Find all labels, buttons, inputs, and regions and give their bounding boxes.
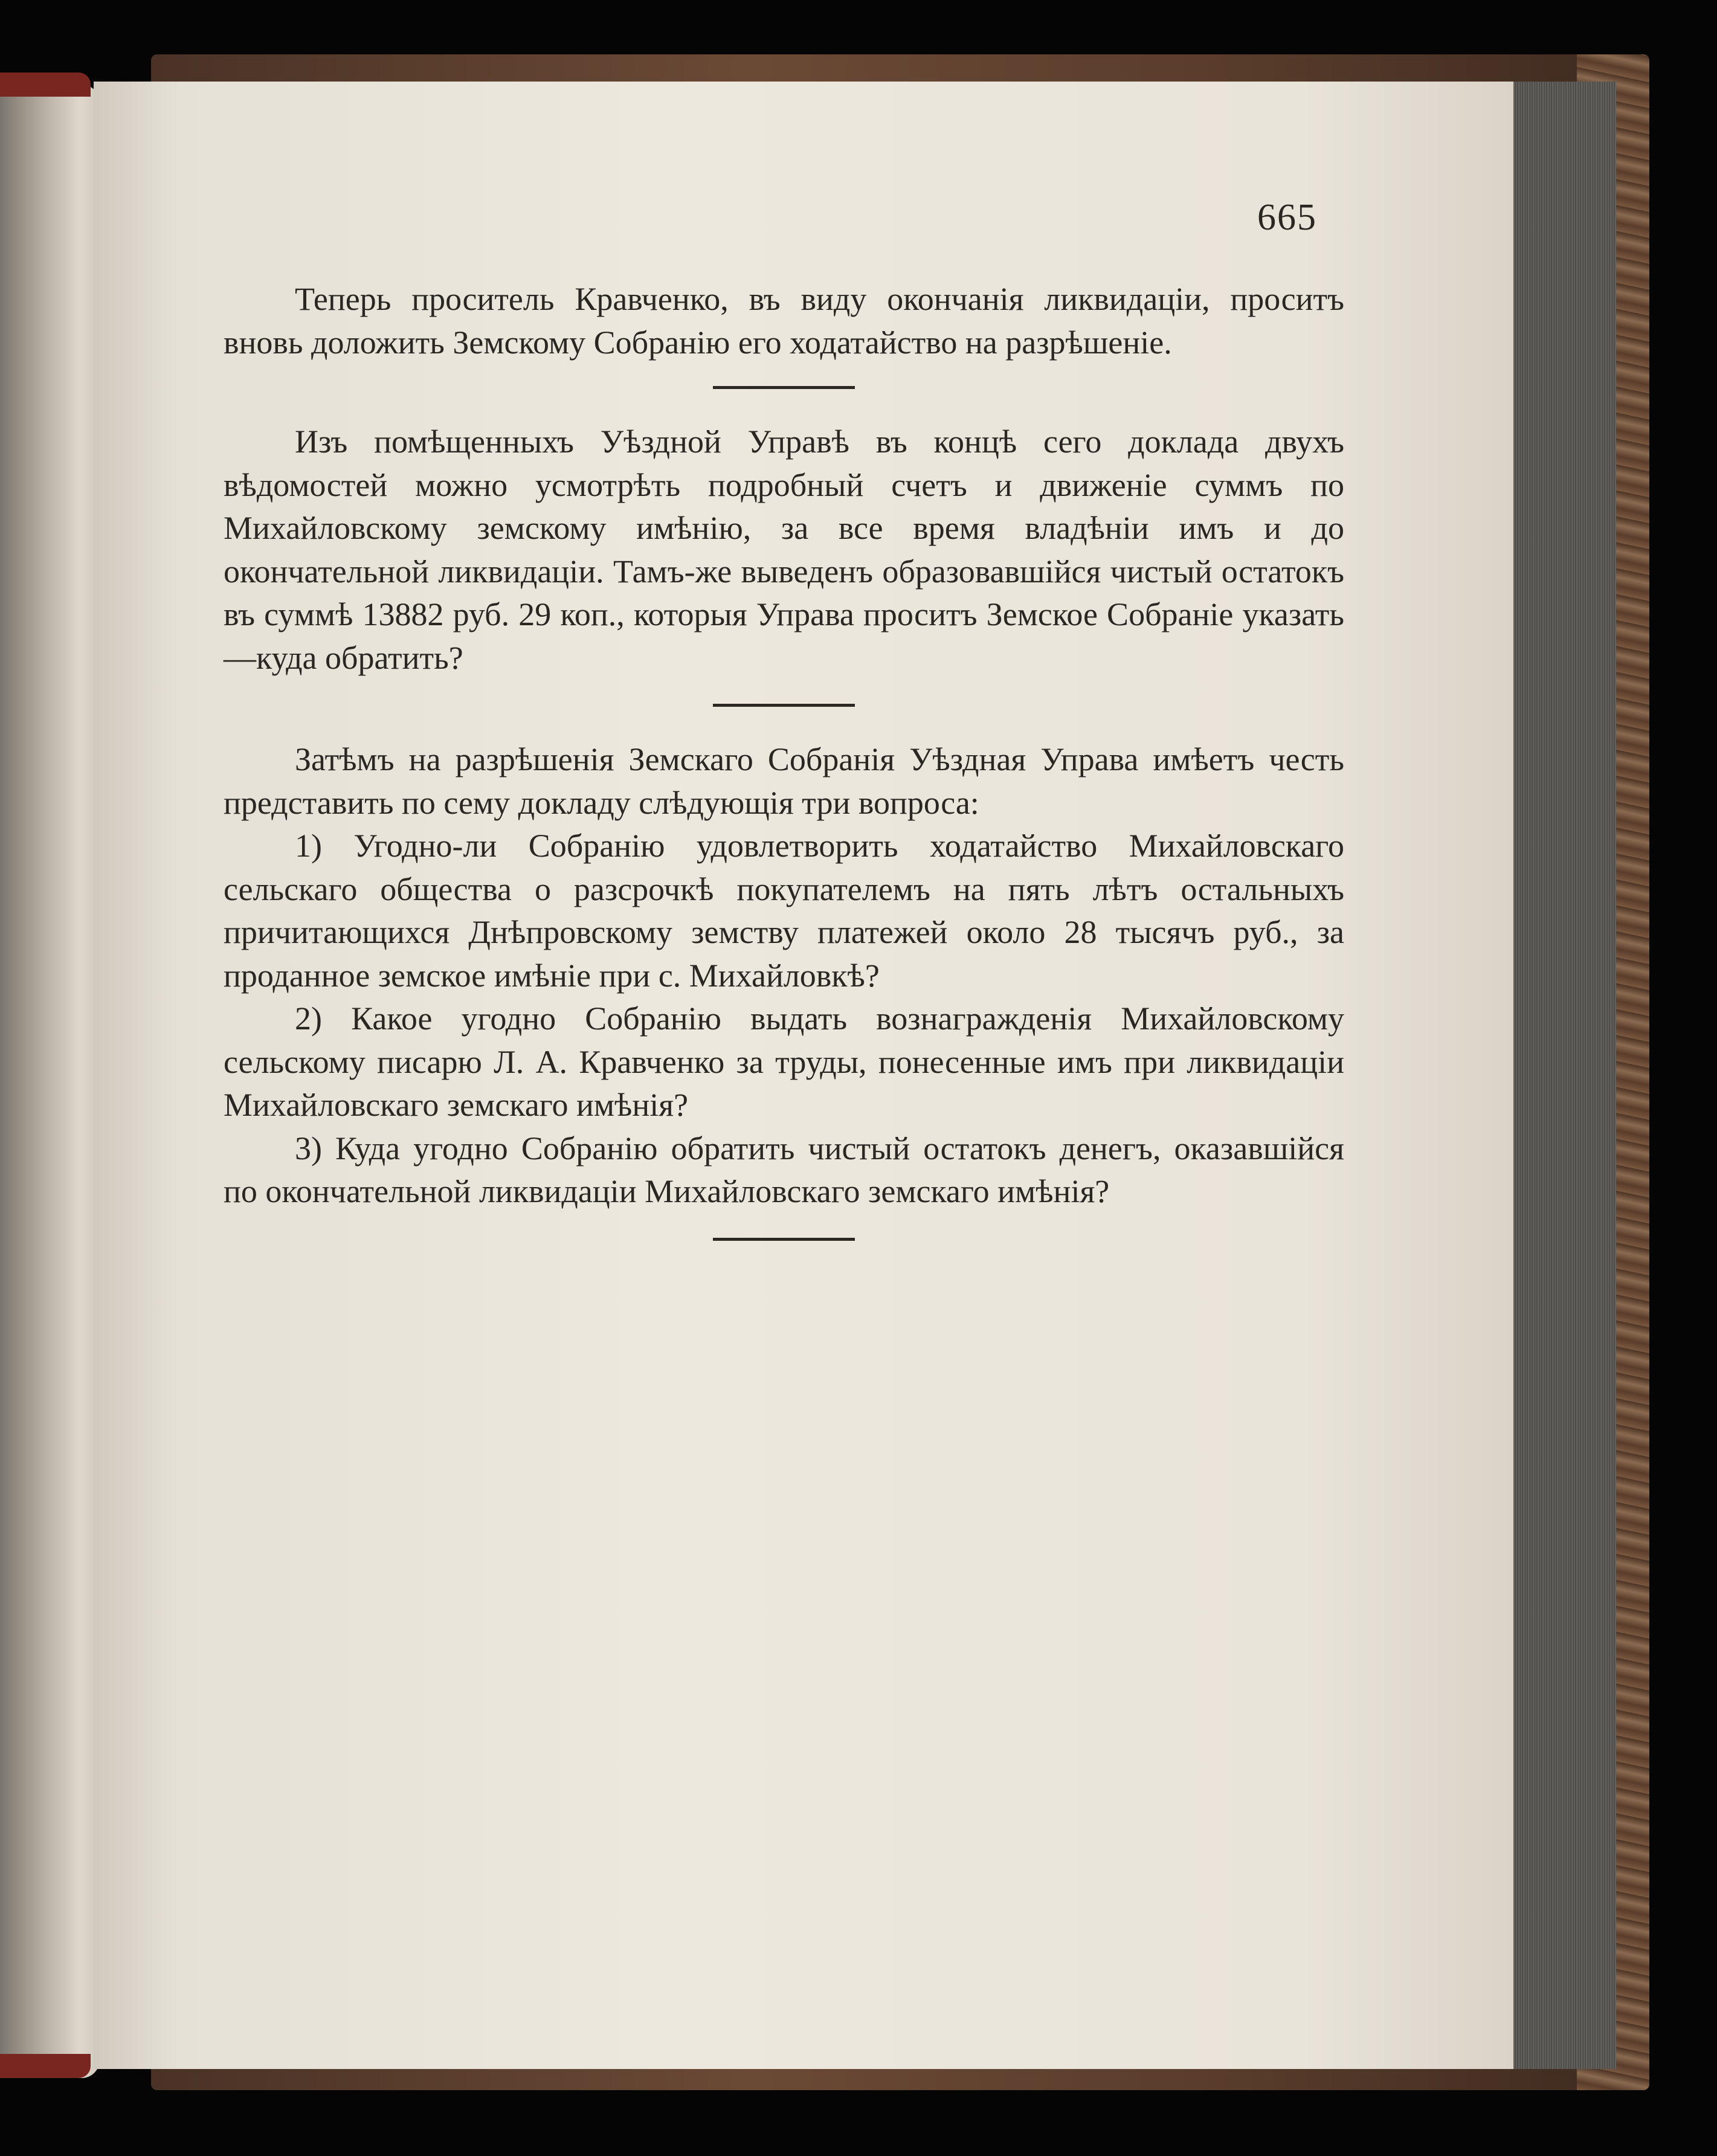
paragraph-accounts: Изъ помѣщенныхъ Уѣздной Управѣ въ концѣ сего доклада двухъ вѣдомостей можно усмотрѣть подробный счетъ и движеніе суммъ по Михайловскому земскому имѣнію, за все время владѣніи имъ и до окончательной ликвидаціи. Тамъ-же выведенъ образовавшійся чистый остатокъ въ суммѣ 13882 руб. 29 коп., которыя Управа проситъ Земское Собраніе указать—куда обратить? (224, 423, 1344, 676)
section-divider (713, 1238, 855, 1241)
previous-page-edge (0, 85, 100, 2078)
page-text (224, 278, 1344, 1272)
book-edge-red-bottom (0, 2054, 91, 2078)
section-divider (713, 704, 855, 707)
question-1: 1) Угодно-ли Собранію удовлетворить ходатайство Михайловскаго сельскаго общества о разсрочкѣ покупателемъ на пять лѣтъ остальныхъ причитающихся Днѣпровскому земству платежей около 28 тысячъ руб., за проданное земское имѣніе при с. Михайловкѣ? (224, 828, 1344, 994)
question-2: 2) Какое угодно Собранію выдать вознагражденія Михайловскому сельскому писарю Л. А. Кравченко за труды, понесенные имъ при ликвидаціи Михайловскаго земскаго имѣнія? (224, 1000, 1344, 1123)
section-divider (713, 386, 855, 389)
paragraph-questions-intro: Затѣмъ на разрѣшенія Земскаго Собранія Уѣздная Управа имѣетъ честь представить по сему докладу слѣдующія три вопроса: (224, 741, 1344, 821)
paragraph-petition: Теперь проситель Кравченко, въ виду окончанія ликвидаціи, проситъ вновь доложить Земскому Собранію его ходатайство на разрѣшеніе. (224, 281, 1344, 361)
page-number: 665 (1257, 197, 1317, 238)
book-page (94, 82, 1513, 2069)
book-edge-red-top (0, 72, 91, 97)
question-3: 3) Куда угодно Собранію обратить чистый остатокъ денегъ, оказавшійся по окончательной ликвидаціи Михайловскаго земскаго имѣнія? (224, 1130, 1344, 1209)
page-block-edges (1507, 82, 1616, 2069)
